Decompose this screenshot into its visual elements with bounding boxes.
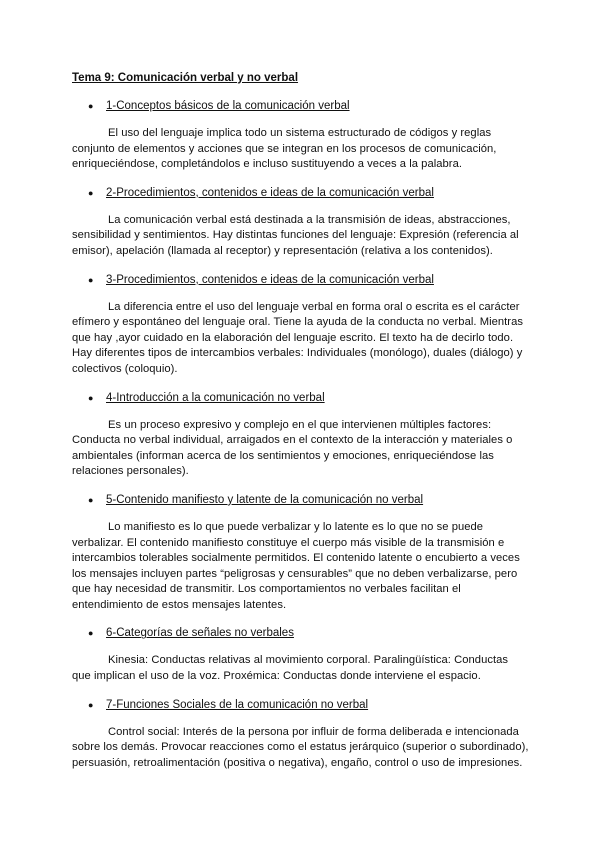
- section-body: La diferencia entre el uso del lenguaje verbal en forma oral o escrita es el carácter efímero y espontáneo del lenguaje oral. Tiene la ayuda de la conducta no verbal. Mientras que hay ,ayor cuidado en la elaboración del lenguaje escrito. El texto ha de decirlo todo. Hay diferentes tipos de intercambios verbales: Individuales (monólogo), duales (diálogo) y colectivos (coloquio).: [72, 300, 523, 375]
- section-heading-text: 3-Procedimientos, contenidos e ideas de la comunicación verbal: [106, 273, 434, 286]
- section-7: [72, 697, 530, 772]
- section-heading-text: 4-Introducción a la comunicación no verbal: [106, 391, 325, 404]
- section-3: [72, 272, 530, 378]
- section-body: Lo manifiesto es lo que puede verbalizar y lo latente es lo que no se puede verbalizar. El contenido manifiesto constituye el cuerpo más visible de la transmisión e intercambios tolerables socialmente permitidos. El contenido latente o encubierto a veces los mensajes incluyen partes “peligrosas y censurables” que no deben verbalizarse, pero que hay necesidad de transmitir. Los comportamientos no verbales facilitan el entendimiento de estos mensajes latentes.: [72, 520, 520, 611]
- bullet-icon: ●: [88, 274, 94, 285]
- bullet-icon: ●: [88, 101, 94, 111]
- section-heading-text: 5-Contenido manifiesto y latente de la comunicación no verbal: [106, 493, 424, 506]
- section-heading: [72, 492, 530, 508]
- section-heading: [72, 625, 530, 641]
- section-6: [72, 625, 530, 684]
- section-heading: [72, 272, 530, 288]
- section-5: [72, 492, 530, 614]
- section-2: [72, 185, 530, 260]
- bullet-icon: ●: [88, 699, 94, 710]
- section-body: Es un proceso expresivo y complejo en el que intervienen múltiples factores: Conducta no verbal individual, arraigados en el contexto de la interacción y materiales o ambientales (informan acerca de los sentimientos y emociones, enriqueciéndose las relaciones personales).: [72, 418, 513, 478]
- section-heading: [72, 697, 530, 713]
- section-body: La comunicación verbal está destinada a la transmisión de ideas, abstracciones, sensibilidad y sentimientos. Hay distintas funciones del lenguaje: Expresión (referencia al emisor), apelación (llamada al receptor) y representación (relativa a los contenidos).: [72, 213, 519, 257]
- document-page: [72, 70, 530, 783]
- section-body: Control social: Interés de la persona por influir de forma deliberada e intencionada sobre los demás. Provocar reacciones como el estatus jerárquico (superior o subordinado), persuasión, retroalimentación (positiva o negativa), engaño, control o uso de impresiones.: [72, 725, 529, 769]
- section-heading: [72, 390, 530, 406]
- section-4: [72, 390, 530, 480]
- section-heading-text: 6-Categorías de señales no verbales: [106, 627, 294, 640]
- section-heading-text: 7-Funciones Sociales de la comunicación no verbal: [106, 698, 369, 711]
- section-heading-text: 2-Procedimientos, contenidos e ideas de la comunicación verbal: [106, 186, 434, 199]
- section-body: El uso del lenguaje implica todo un sistema estructurado de códigos y reglas conjunto de elementos y acciones que se integran en los procesos de comunicación, enriqueciéndose, completándolos e incluso sustituyendo a veces a la palabra.: [72, 127, 497, 171]
- section-body: Kinesia: Conductas relativas al movimiento corporal. Paralingüística: Conductas que implican el uso de la voz. Proxémica: Conductas donde interviene el espacio.: [72, 654, 509, 683]
- bullet-icon: ●: [88, 494, 94, 505]
- section-1: [72, 98, 530, 173]
- section-heading: [72, 185, 530, 201]
- bullet-icon: ●: [88, 392, 94, 403]
- section-heading-text: 1-Conceptos básicos de la comunicación verbal: [106, 100, 350, 112]
- bullet-icon: ●: [88, 628, 94, 639]
- bullet-icon: ●: [88, 187, 94, 198]
- document-title: Tema 9: Comunicación verbal y no verbal: [72, 72, 299, 84]
- section-heading: [72, 98, 530, 114]
